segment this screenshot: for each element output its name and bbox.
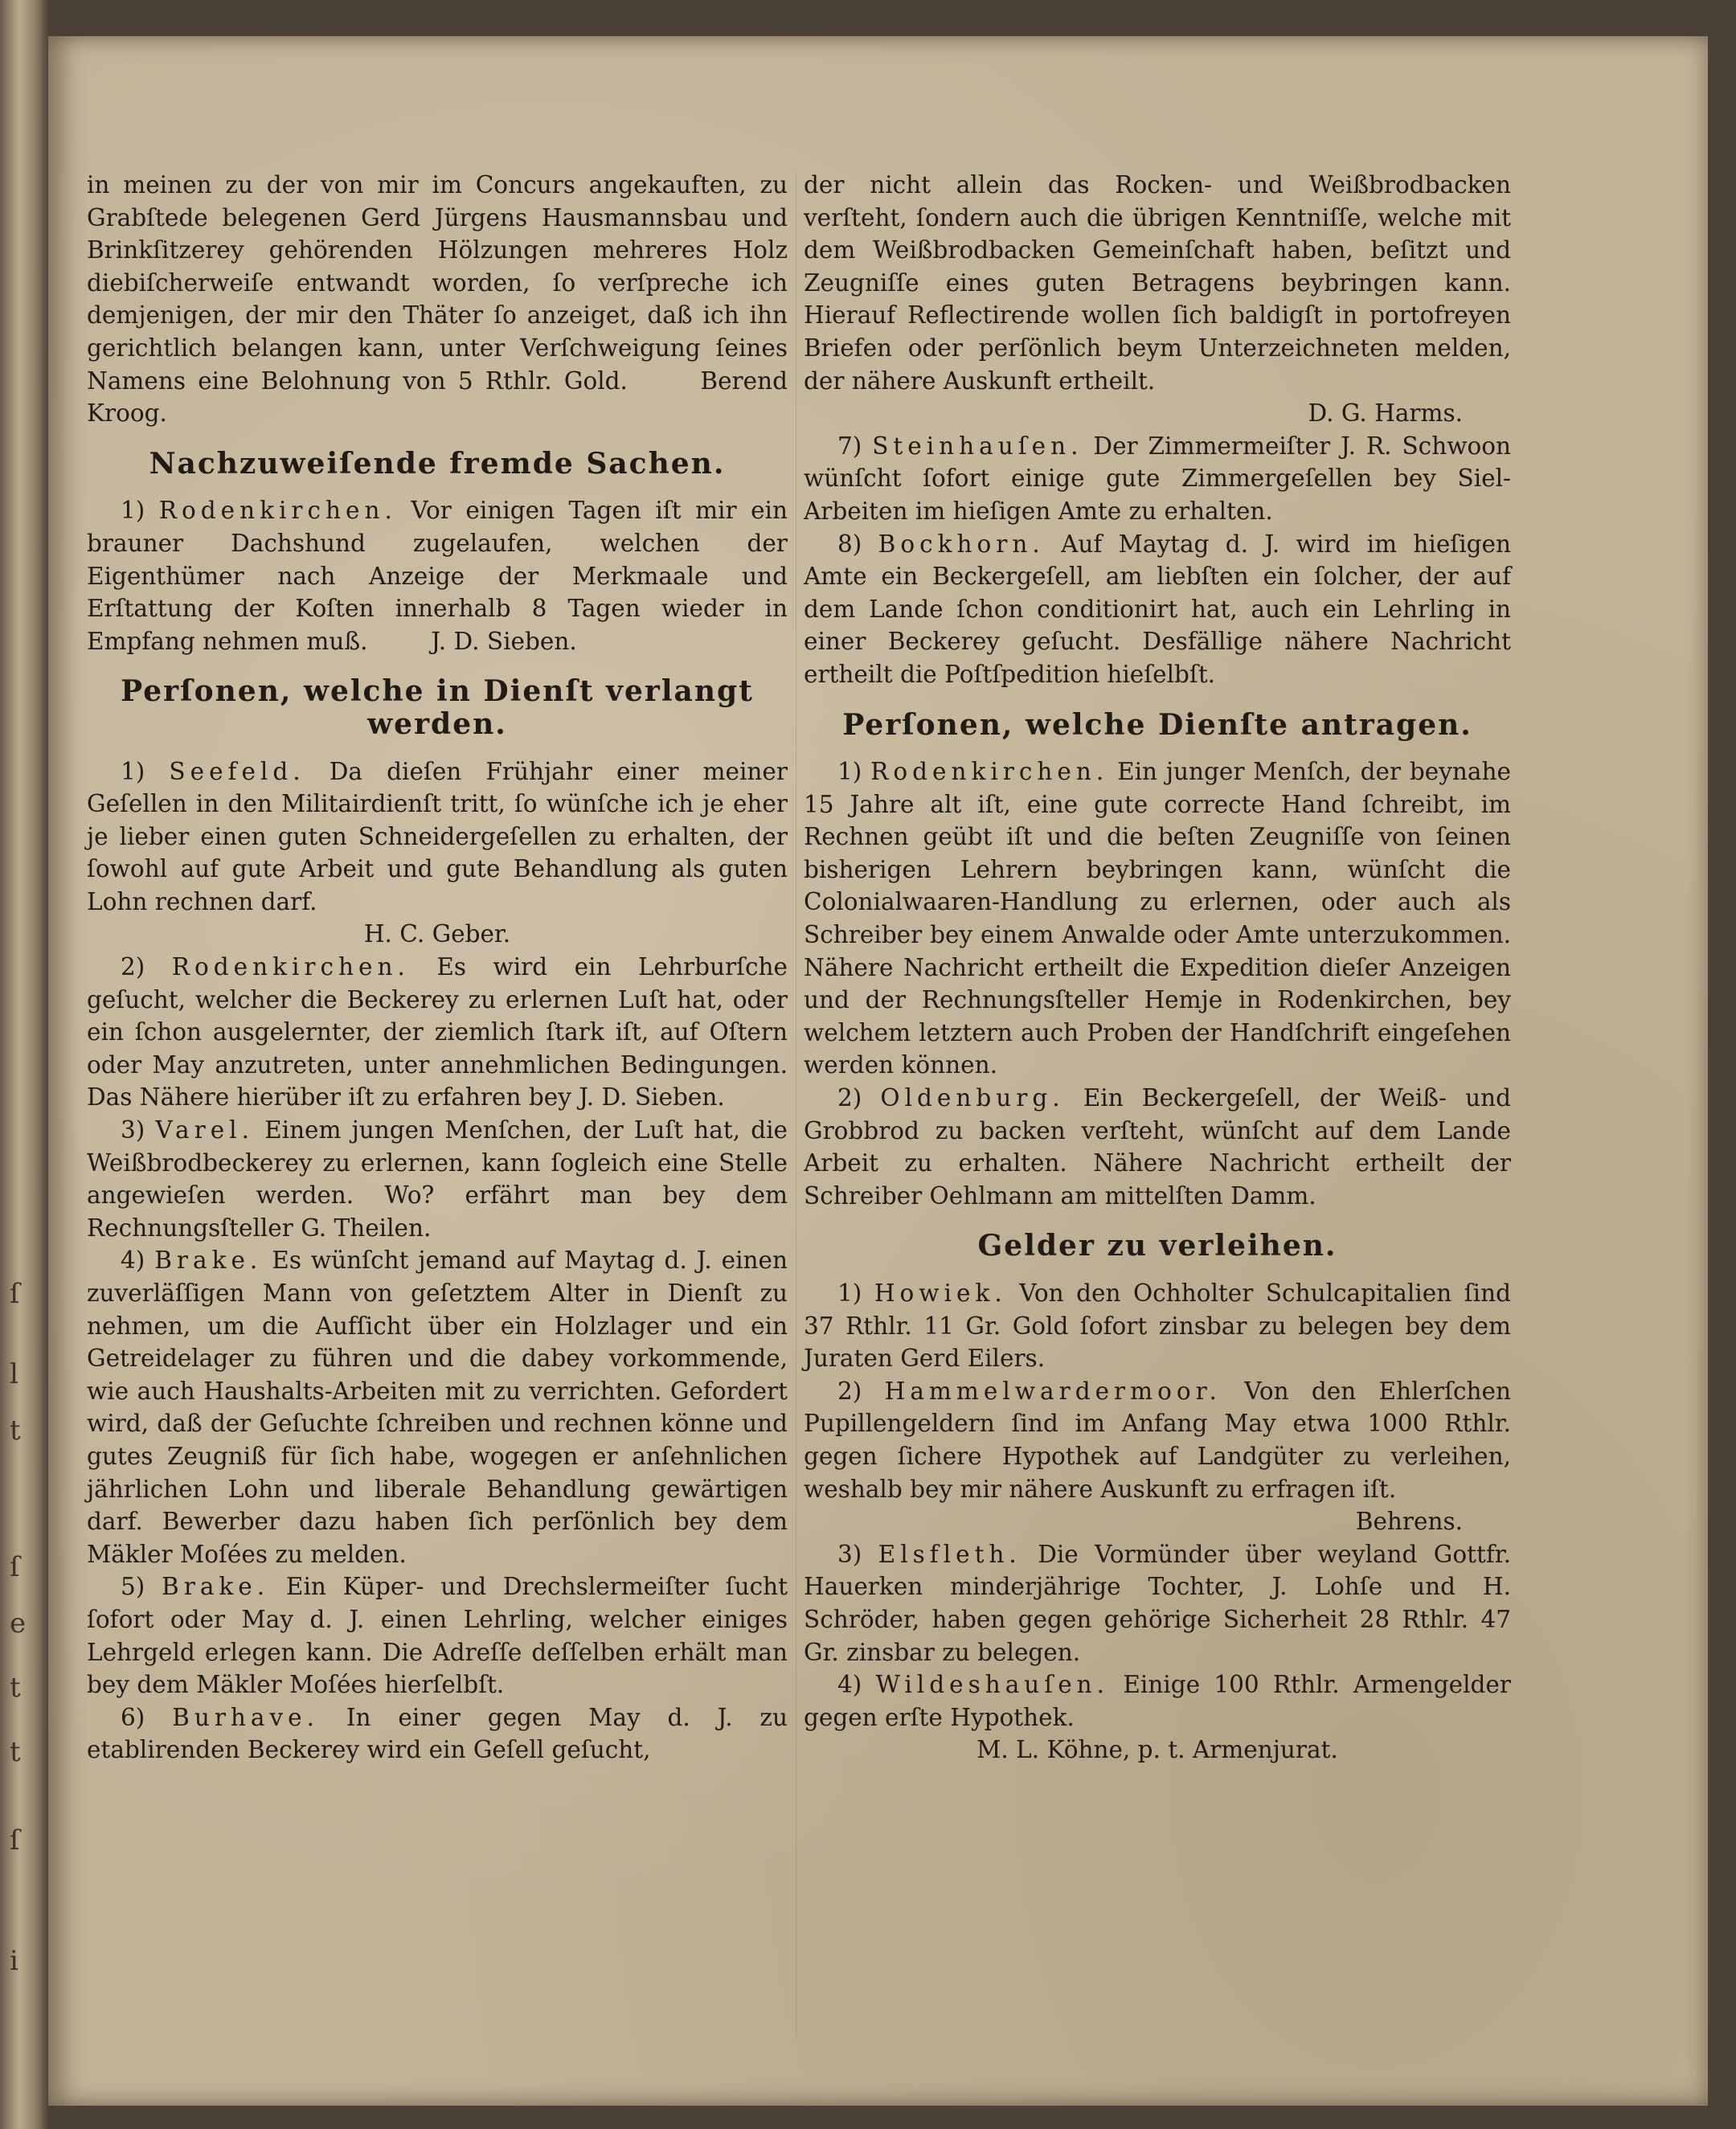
notice-text: Die Vormünder über weyland Gottfr. Hauerken minderjährige Tochter, J. Lohſe und H. Schröder, haben gegen gehörige Sicherheit 28 Rthlr. 47 Gr. zinsbar zu belegen. [804,1540,1511,1666]
notice-place: Brake. [154,1247,263,1275]
notice-text: Der Zimmermeiſter J. R. Schwoon wünſcht ſofort einige gute Zimmergeſellen bey Siel-Arbeiten im hieſigen Amte zu erhalten. [804,432,1511,525]
notice-place: Seefeld. [169,757,305,785]
section-heading-services-offered: Perſonen, welche Dienſte antragen. [842,707,1472,742]
notice-text: Auf Maytag d. J. wird im hieſigen Amte ein Beckergeſell, am liebſten ein ſolcher, der auf dem Lande ſchon conditionirt hat, auch ein Lehrling in einer Beckerey geſucht. Desfällige nähere Nachricht ertheilt die Poſtſpedition hieſelbſt. [804,530,1511,688]
notice-place: Rodenkirchen. [870,758,1109,786]
spine-letter: t [10,1415,21,1447]
spine-letter: t [10,1736,21,1768]
notice-text: Da dieſen Frühjahr einer meiner Geſellen in den Militairdienſt tritt, ſo wünſche ich je eher je lieber einen guten Schneidergeſellen zu erhalten, der ſowohl auf gute Arbeit und gute Behandlung als guten Lohn rechnen darf. [87,757,788,915]
notice-place: Bockhorn. [878,530,1045,558]
notice-number: 1) [121,497,145,525]
spine-letter: t [10,1672,21,1704]
notice-number: 6) [121,1703,145,1731]
notice-place: Steinhauſen. [872,432,1083,460]
notice-text: Einem jungen Menſchen, der Luſt hat, die Weißbrodbeckerey zu erlernen, kann ſogleich eine Stelle angewieſen werden. Wo? erfährt man bey dem Rechnungsſteller G. Theilen. [87,1116,788,1242]
notice-money-2 [804,1375,1511,1505]
spine-letter: i [10,1945,18,1977]
notice-wanted-5 [87,1570,788,1701]
notice-text: Von den Ehlerſchen Pupillengeldern ſind im Anfang May etwa 1000 Rthlr. gegen ſichere Hypothek auf Landgüter zu verleihen, weshalb bey mir nähere Auskunft zu erfragen iſt. [804,1377,1511,1503]
notice-place: Howiek. [874,1279,1007,1307]
section-heading-found-items: Nachzuweiſende fremde Sachen. [149,446,726,481]
notice-text: Vor einigen Tagen iſt mir ein brauner Dachshund zugelaufen, welchen der Eigenthümer nach Anzeige der Merkmaale und Erſtattung der Koſten innerhalb 8 Tagen wieder in Empfang nehmen muß. [87,497,788,655]
notice-text: Es wünſcht jemand auf Maytag d. J. einen zuverläſſigen Mann von geſetztem Alter in Dienſt zu nehmen, um die Aufſicht über ein Holzlager und ein Getreidelager zu führen und die dabey vorkommende, wie auch Haushalts-Arbeiten mit zu verrichten. Gefordert wird, daß der Geſuchte ſchreiben und rechnen könne und gutes Zeugniß für ſich habe, wogegen er anſehnlichen jährlichen Lohn und liberale Behandlung gewärtigen darf. Bewerber dazu haben ſich perſönlich bey dem Mäkler Moſées zu melden. [87,1247,788,1568]
notice-number: 2) [121,953,145,981]
notice-signature: M. L. Köhne, p. t. Armenjurat. [976,1736,1338,1764]
adjacent-page-edge [0,0,48,2129]
notice-text: Einige 100 Rthlr. Armengelder gegen erſte Hypothek. [804,1671,1511,1731]
spine-letter: ſ [10,1551,20,1583]
notice-signature: Berend Kroog. [87,366,788,428]
notice-text: Von den Ochholter Schulcapitalien ſind 37 Rthlr. 11 Gr. Gold ſofort zinsbar zu belegen bey dem Juraten Gerd Eilers. [804,1279,1511,1373]
notice-place: Brake. [162,1573,270,1601]
section-heading-money-to-lend: Gelder zu verleihen. [977,1229,1337,1263]
notice-wanted-6 [87,1701,788,1767]
spine-letter: l [10,1358,18,1390]
notice-place: Wildeshauſen. [875,1671,1110,1699]
notice-wanted-8 [804,528,1511,691]
notice-text: Ein Beckergeſell, der Weiß- und Grobbrod zu backen verſteht, wünſcht auf dem Lande Arbeit zu erhalten. Nähere Nachricht ertheilt der Schreiber Oehlmann am mittelſten Damm. [804,1084,1511,1210]
notice-money-1 [804,1277,1511,1375]
notice-text: Ein junger Menſch, der beynahe 15 Jahre alt iſt, eine gute correcte Hand ſchreibt, im Rechnen geübt iſt und die beſten Zeugniſſe von ſeinen bisherigen Lehrern beybringen kann, wünſcht die Colonialwaaren-Handlung zu erlernen, oder auch als Schreiber bey einem Anwalde oder Amte unterzukommen. Nähere Nachricht ertheilt die Expedition dieſer Anzeigen und der Rechnungsſteller Hemje in Rodenkirchen, bey welchem letztern auch Proben der Handſchrift eingeſehen werden können. [804,758,1511,1079]
notice-offered-1 [804,755,1511,1082]
notice-text: In einer gegen May d. J. zu etablirenden Beckerey wird ein Geſell geſucht, [87,1703,788,1764]
notice-number: 1) [837,758,862,786]
notice-place: Rodenkirchen. [171,953,410,981]
spine-letter: ſ [10,1824,20,1857]
notice-signature: D. G. Harms. [1308,399,1463,428]
notice-number: 2) [837,1377,862,1405]
notice-number: 1) [837,1279,862,1307]
notice-text: in meinen zu der von mir im Concurs angekauften, zu Grabſtede belegenen Gerd Jürgens Hausmannsbau und Brinkſitzerey gehörenden Hölzungen mehreres Holz diebiſcherweiſe entwandt worden, ſo verſpreche ich demjenigen, der mir den Thäter ſo anzeiget, daß ich ihn gerichtlich belangen kann, unter Verſchweigung ſeines Namens eine Belohnung von 5 Rthlr. Gold. [87,171,788,395]
notice-wanted-2 [87,951,788,1114]
notice-number: 2) [837,1084,862,1112]
notice-number: 1) [121,757,145,785]
notice-money-4 [804,1668,1511,1734]
newspaper-page [48,36,1708,2106]
section-heading-positions-wanted: Perſonen, welche in Dienſt verlangt werden. [121,674,754,741]
notice-number: 5) [121,1573,145,1601]
notice-place: Oldenburg. [880,1084,1065,1112]
notice-text: Ein Küper- und Drechslermeiſter ſucht ſofort oder May d. J. einen Lehrling, welcher einiges Lehrgeld erlegen kann. Die Adreſſe deſſelben erhält man bey dem Mäkler Moſées hierſelbſt. [87,1573,788,1699]
right-column [804,169,1511,1767]
notice-signature: H. C. Geber. [363,920,511,948]
notice-found-1 [87,494,788,657]
notice-signature: Behrens. [1355,1508,1463,1536]
spine-letter: ſ [10,1278,20,1310]
notice-number: 4) [121,1247,145,1275]
continued-notice-text [87,169,788,430]
notice-place: Burhave. [172,1703,320,1731]
left-column [87,169,788,1767]
notice-wanted-6-continued [804,169,1511,397]
notice-wanted-7 [804,430,1511,528]
notice-offered-2 [804,1082,1511,1212]
notice-number: 7) [837,432,862,460]
notice-wanted-4 [87,1244,788,1570]
notice-money-3 [804,1538,1511,1668]
notice-number: 8) [837,530,862,558]
notice-text: Es wird ein Lehrburſche geſucht, welcher die Beckerey zu erlernen Luſt hat, oder ein ſchon ausgelernter, der ziemlich ſtark iſt, auf Oſtern oder May anzutreten, unter annehmlichen Bedingungen. Das Nähere hierüber iſt zu erfahren bey J. D. Sieben. [87,953,788,1112]
notice-number: 3) [121,1116,145,1144]
notice-number: 4) [837,1671,862,1699]
notice-text: der nicht allein das Rocken- und Weißbrodbacken verſteht, ſondern auch die übrigen Kenntniſſe, welche mit dem Weißbrodbacken Gemeinſchaft haben, beſitzt und Zeugniſſe eines guten Betragens beybringen kann. Hierauf Reflectirende wollen ſich baldigſt in portofreyen Briefen oder perſönlich beym Unterzeichneten melden, der nähere Auskunft ertheilt. [804,171,1511,395]
notice-place: Elsfleth. [878,1540,1022,1568]
notice-place: Rodenkirchen. [158,497,397,525]
spine-letter: e [10,1607,27,1640]
notice-place: Hammelwardermoor. [884,1377,1222,1405]
notice-wanted-3 [87,1114,788,1244]
notice-wanted-1 [87,755,788,919]
notice-place: Varel. [155,1116,254,1144]
notice-number: 3) [837,1540,862,1568]
notice-signature: J. D. Sieben. [431,627,577,655]
